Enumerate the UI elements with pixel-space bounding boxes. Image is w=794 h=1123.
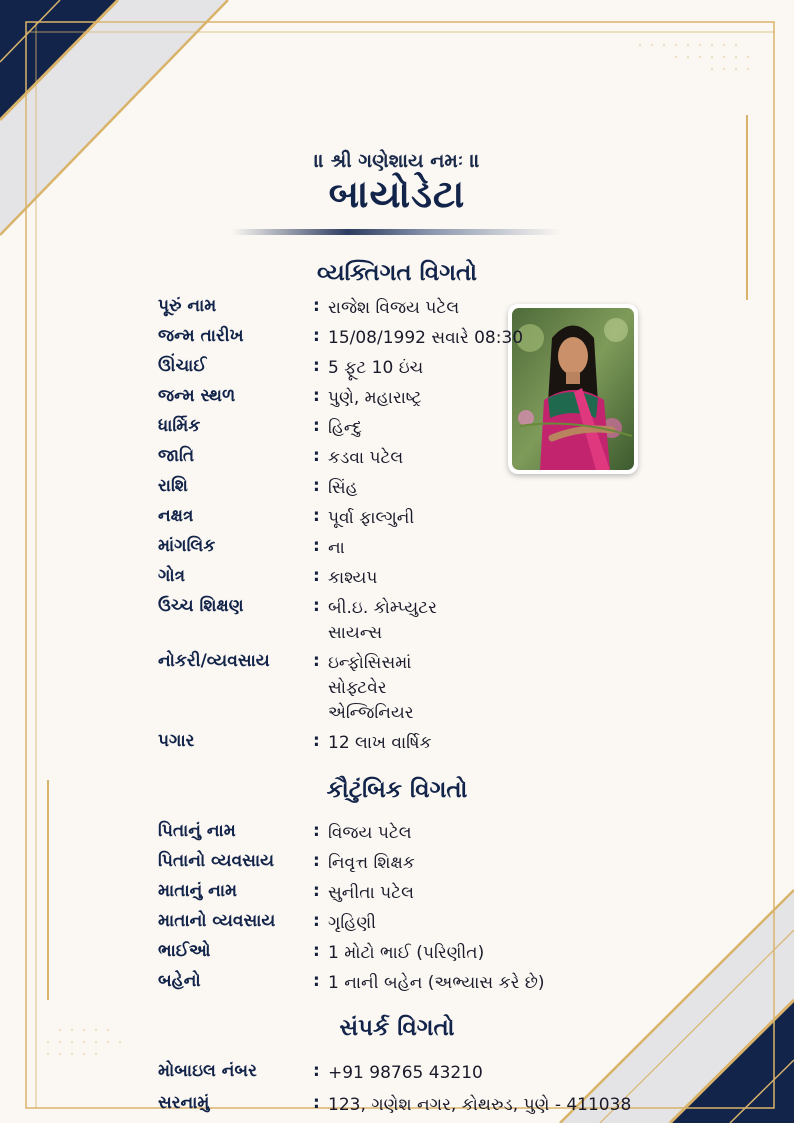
field-value: 123, ગણેશ નગર, કોથરુડ, પુણે - 411038 (328, 1095, 632, 1115)
field-separator: : (313, 731, 320, 751)
field-value: પૂર્વા ફાલ્ગુની (328, 508, 415, 528)
field-value: +91 98765 43210 (328, 1063, 483, 1083)
field-separator: : (313, 911, 320, 931)
field-label: પિતાનો વ્યવસાય (158, 851, 275, 871)
field-value: ગૃહિણી (328, 913, 377, 933)
field-label: ઉચ્ચ શિક્ષણ (158, 596, 244, 616)
field-label: ઊંચાઈ (158, 356, 207, 376)
field-separator: : (313, 851, 320, 871)
invocation-text: ॥ શ્રી ગણેશાય નમઃ ॥ (314, 150, 480, 172)
field-separator: : (313, 881, 320, 901)
field-value: કાશ્યપ (328, 568, 378, 588)
field-separator: : (313, 536, 320, 556)
field-value: 15/08/1992 સવારે 08:30 (328, 328, 524, 348)
field-separator: : (313, 971, 320, 991)
field-separator: : (313, 356, 320, 376)
field-value: કડવા પટેલ (328, 448, 404, 468)
field-value: 1 મોટો ભાઈ (પરિણીત) (328, 943, 485, 963)
field-label: નોકરી/વ્યવસાય (158, 651, 270, 671)
field-label: બહેનો (158, 971, 201, 991)
title-divider (232, 229, 562, 235)
field-separator: : (313, 476, 320, 496)
field-value: રાજેશ વિજય પટેલ (328, 298, 460, 318)
field-label: નક્ષત્ર (158, 506, 194, 526)
field-label: પિતાનું નામ (158, 821, 236, 841)
section-title-contact: સંપર્ક વિગતો (339, 1015, 455, 1041)
field-value: 1 નાની બહેન (અભ્યાસ કરે છે) (328, 973, 545, 993)
field-label: રાશિ (158, 476, 188, 496)
field-value: ઇન્ફોસિસમાં સોફ્ટવેર એન્જિનિયર (328, 653, 414, 723)
field-label: માતાનો વ્યવસાય (158, 911, 276, 931)
field-value: ના (328, 538, 345, 558)
field-separator: : (313, 651, 320, 671)
field-separator: : (313, 1061, 320, 1081)
field-separator: : (313, 506, 320, 526)
field-value: 12 લાખ વાર્ષિક (328, 733, 432, 753)
field-label: ગોત્ર (158, 566, 186, 586)
field-value: સુનીતા પટેલ (328, 883, 414, 903)
field-label: પૂરું નામ (158, 296, 217, 316)
field-label: સરનામું (158, 1093, 210, 1113)
field-label: માંગલિક (158, 536, 216, 556)
field-separator: : (313, 566, 320, 586)
section-title-family: કૌટુંબિક વિગતો (326, 777, 468, 803)
field-label: જન્મ તારીખ (158, 326, 244, 346)
field-separator: : (313, 326, 320, 346)
field-value: વિજય પટેલ (328, 823, 412, 843)
field-label: જન્મ સ્થળ (158, 386, 236, 406)
field-label: મોબાઇલ નંબર (158, 1061, 257, 1081)
section-title-personal: વ્યક્તિગત વિગતો (317, 260, 477, 286)
field-value: હિન્દુ (328, 418, 362, 438)
field-label: પગાર (158, 731, 195, 751)
field-separator: : (313, 596, 320, 616)
page-title: બાયોડેટા (328, 172, 466, 216)
field-separator: : (313, 386, 320, 406)
field-value: પુણે, મહારાષ્ટ્ર (328, 388, 422, 408)
field-label: માતાનું નામ (158, 881, 238, 901)
field-value: બી.ઇ. કોમ્પ્યુટર સાયન્સ (328, 598, 437, 643)
field-separator: : (313, 1093, 320, 1113)
field-label: ભાઈઓ (158, 941, 211, 961)
field-value: 5 ફૂટ 10 ઇંચ (328, 358, 424, 378)
field-separator: : (313, 446, 320, 466)
field-separator: : (313, 296, 320, 316)
field-value: સિંહ (328, 478, 358, 498)
field-value: નિવૃત્ત શિક્ષક (328, 853, 415, 873)
field-separator: : (313, 416, 320, 436)
field-separator: : (313, 821, 320, 841)
field-label: ધાર્મિક (158, 416, 201, 436)
field-separator: : (313, 941, 320, 961)
field-label: જાતિ (158, 446, 195, 466)
